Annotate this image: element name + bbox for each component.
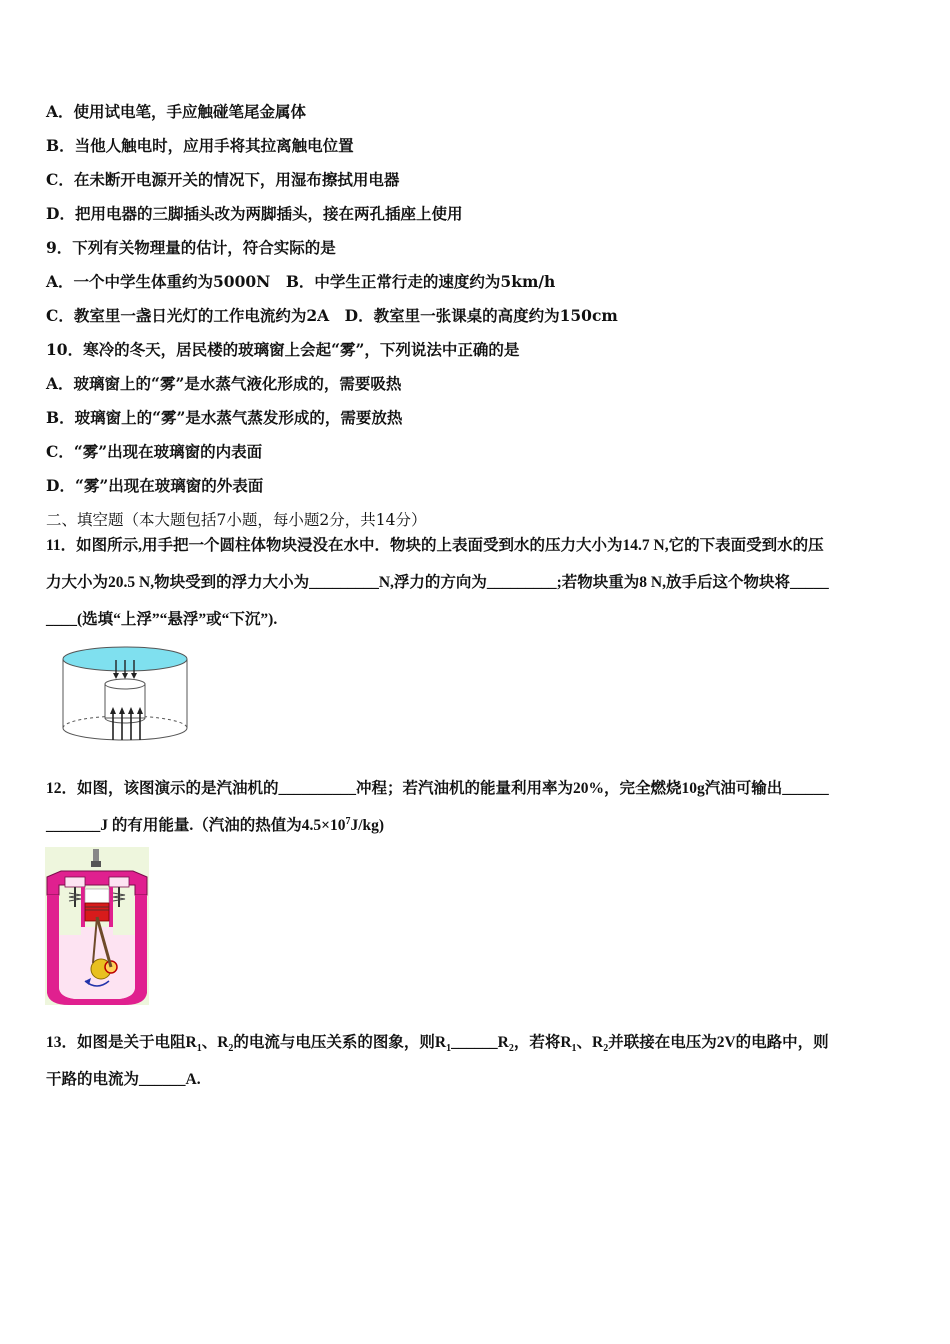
- q8-option-c: C．在未断开电源开关的情况下，用湿布擦拭用电器: [46, 170, 400, 189]
- q12-line-1: 12．如图，该图演示的是汽油机的__________冲程；若汽油机的能量利用率为20%，完全燃烧10g汽油可输出______: [46, 780, 829, 797]
- q9-options-ab: A．一个中学生体重约为5000N B．中学生正常行走的速度约为5km/h: [46, 272, 556, 291]
- q12-line-2a: _______J 的有用能量.（汽油的热值为4.5×10: [46, 817, 346, 834]
- q12-line-2: [46, 816, 910, 836]
- q13-sub-6: 2: [603, 1043, 609, 1055]
- q13-sub-4: 2: [508, 1043, 514, 1055]
- q13-text-g: 并联接在电压为2V的电路中，则: [608, 1034, 829, 1051]
- q11-line-1: 11．如图所示,用手把一个圆柱体物块浸没在水中．物块的上表面受到水的压力大小为14.7 N,它的下表面受到水的压: [46, 537, 824, 554]
- q8-option-b: B．当他人触电时，应用手将其拉离触电位置: [46, 136, 354, 155]
- buoyancy-figure: [58, 642, 194, 744]
- q13-sub-2: 2: [228, 1043, 234, 1055]
- q10-option-a: A．玻璃窗上的“雾”是水蒸气液化形成的，需要吸热: [46, 374, 402, 393]
- section-heading: 二、填空题（本大题包括7小题，每小题2分，共14分）: [46, 511, 427, 529]
- q13-sub-5: 1: [571, 1043, 577, 1055]
- q10-option-c: C．“雾”出现在玻璃窗的内表面: [46, 442, 263, 461]
- q13-sub-1: 1: [196, 1043, 202, 1055]
- q9-stem: 9．下列有关物理量的估计，符合实际的是: [46, 238, 336, 257]
- q11-line-2: 力大小为20.5 N,物块受到的浮力大小为_________N,浮力的方向为_________;若物块重为8 N,放手后这个物块将_____: [46, 574, 829, 591]
- q9-options-cd: C．教室里一盏日光灯的工作电流约为2A D．教室里一张课桌的高度约为150cm: [46, 306, 618, 325]
- engine-figure: [45, 847, 149, 1005]
- q8-option-a: A．使用试电笔，手应触碰笔尾金属体: [46, 102, 307, 121]
- q13-text-a: 13．如图是关于电阻R: [46, 1034, 197, 1051]
- q13-text-e: ，若将R: [513, 1034, 572, 1051]
- q13-text-b: 、R: [201, 1034, 229, 1051]
- q10-option-d: D．“雾”出现在玻璃窗的外表面: [46, 476, 264, 495]
- q12-exponent: 7: [345, 815, 351, 827]
- q13-text-c: 的电流与电压关系的图象，则R: [233, 1034, 447, 1051]
- q12-line-2b: J/kg): [350, 817, 385, 834]
- q13-text-d: ______R: [451, 1034, 509, 1051]
- q10-stem: 10．寒冷的冬天，居民楼的玻璃窗上会起“雾”，下列说法中正确的是: [46, 340, 520, 359]
- q13-sub-3: 1: [446, 1043, 452, 1055]
- q11-line-3: ____(选填“上浮”“悬浮”或“下沉”).: [46, 611, 278, 628]
- q13-line-2: 干路的电流为______A.: [46, 1071, 201, 1088]
- q10-option-b: B．玻璃窗上的“雾”是水蒸气蒸发形成的，需要放热: [46, 408, 403, 427]
- q8-option-d: D．把用电器的三脚插头改为两脚插头，接在两孔插座上使用: [46, 204, 463, 223]
- q13-text-f: 、R: [576, 1034, 604, 1051]
- q13-line-1: [46, 1033, 910, 1053]
